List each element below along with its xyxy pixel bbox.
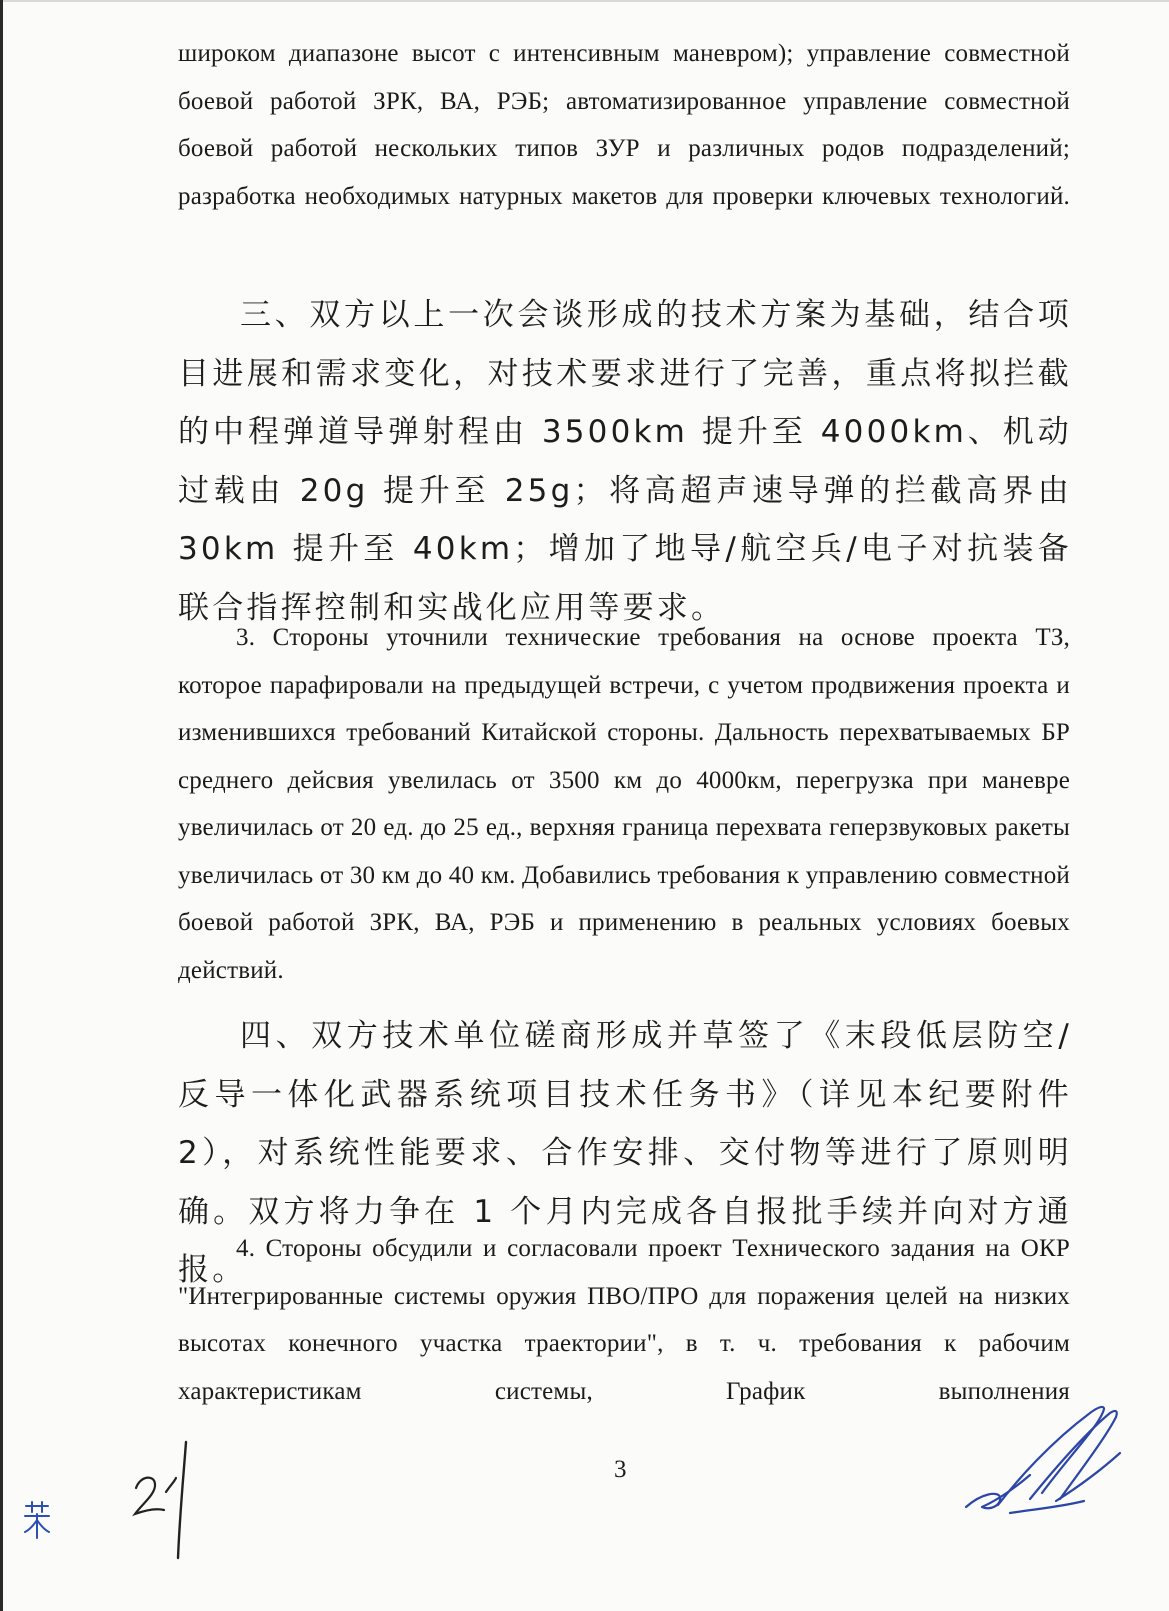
handwritten-initials xyxy=(130,1430,200,1570)
page-number: 3 xyxy=(614,1456,627,1483)
page-left-edge xyxy=(0,0,3,1611)
paragraph-ru-item-3: 3. Стороны уточнили технические требования на основе проекта ТЗ, которое парафировали на предыдущей встречи, с учетом продвижения проекта и изменившихся требований Китайской стороны. Дальность перехватываемых БР среднего дейсвия увелилась от 3500 км до 4000км, перегрузка при маневре увеличилась от 20 ед. до 25 ед., верхняя граница перехвата геперзвуковых ракеты увеличилась от 30 км до 40 км. Добавились требования к управлению совместной боевой работой ЗРК, ВА, РЭБ и применению в реальных условиях боевых действий. xyxy=(178,624,1070,984)
margin-stamp-glyph xyxy=(22,1500,52,1540)
paragraph-zh-item-4: 四、双方技术单位磋商形成并草签了《末段低层防空/反导一体化武器系统项目技术任务书》（详见本纪要附件 2），对系统性能要求、合作安排、交付物等进行了原则明确。双方将力争在 1 个月内完成各自报批手续并向对方通报。 xyxy=(178,1018,1072,1289)
paragraph-ru-item-4: 4. Стороны обсудили и согласовали проект Технического задания на ОКР "Интегрированные системы оружия ПВО/ПРО для поражения целей на низких высотах конечного участка траектории", в т. ч. требования к рабочим характеристикам системы, График выполнения xyxy=(178,1235,1070,1405)
handwritten-signature xyxy=(960,1395,1130,1535)
paragraph-ru-continuation: широком диапазоне высот с интенсивным маневром); управление совместной боевой работой ЗРК, ВА, РЭБ; автоматизированное управление совместной боевой работой нескольких типов ЗУР и различных родов подразделений; разработка необходимых натурных макетов для проверки ключевых технологий. xyxy=(178,40,1070,210)
page-top-edge xyxy=(0,0,1169,2)
paragraph-zh-item-3: 三、双方以上一次会谈形成的技术方案为基础，结合项目进展和需求变化，对技术要求进行了完善，重点将拟拦截的中程弹道导弹射程由 3500km 提升至 4000km、机动过载由 20g 提升至 25g；将高超声速导弹的拦截高界由 30km 提升至 40km；增加了地导/航空兵/电子对抗装备联合指挥控制和实战化应用等要求。 xyxy=(178,297,1072,626)
